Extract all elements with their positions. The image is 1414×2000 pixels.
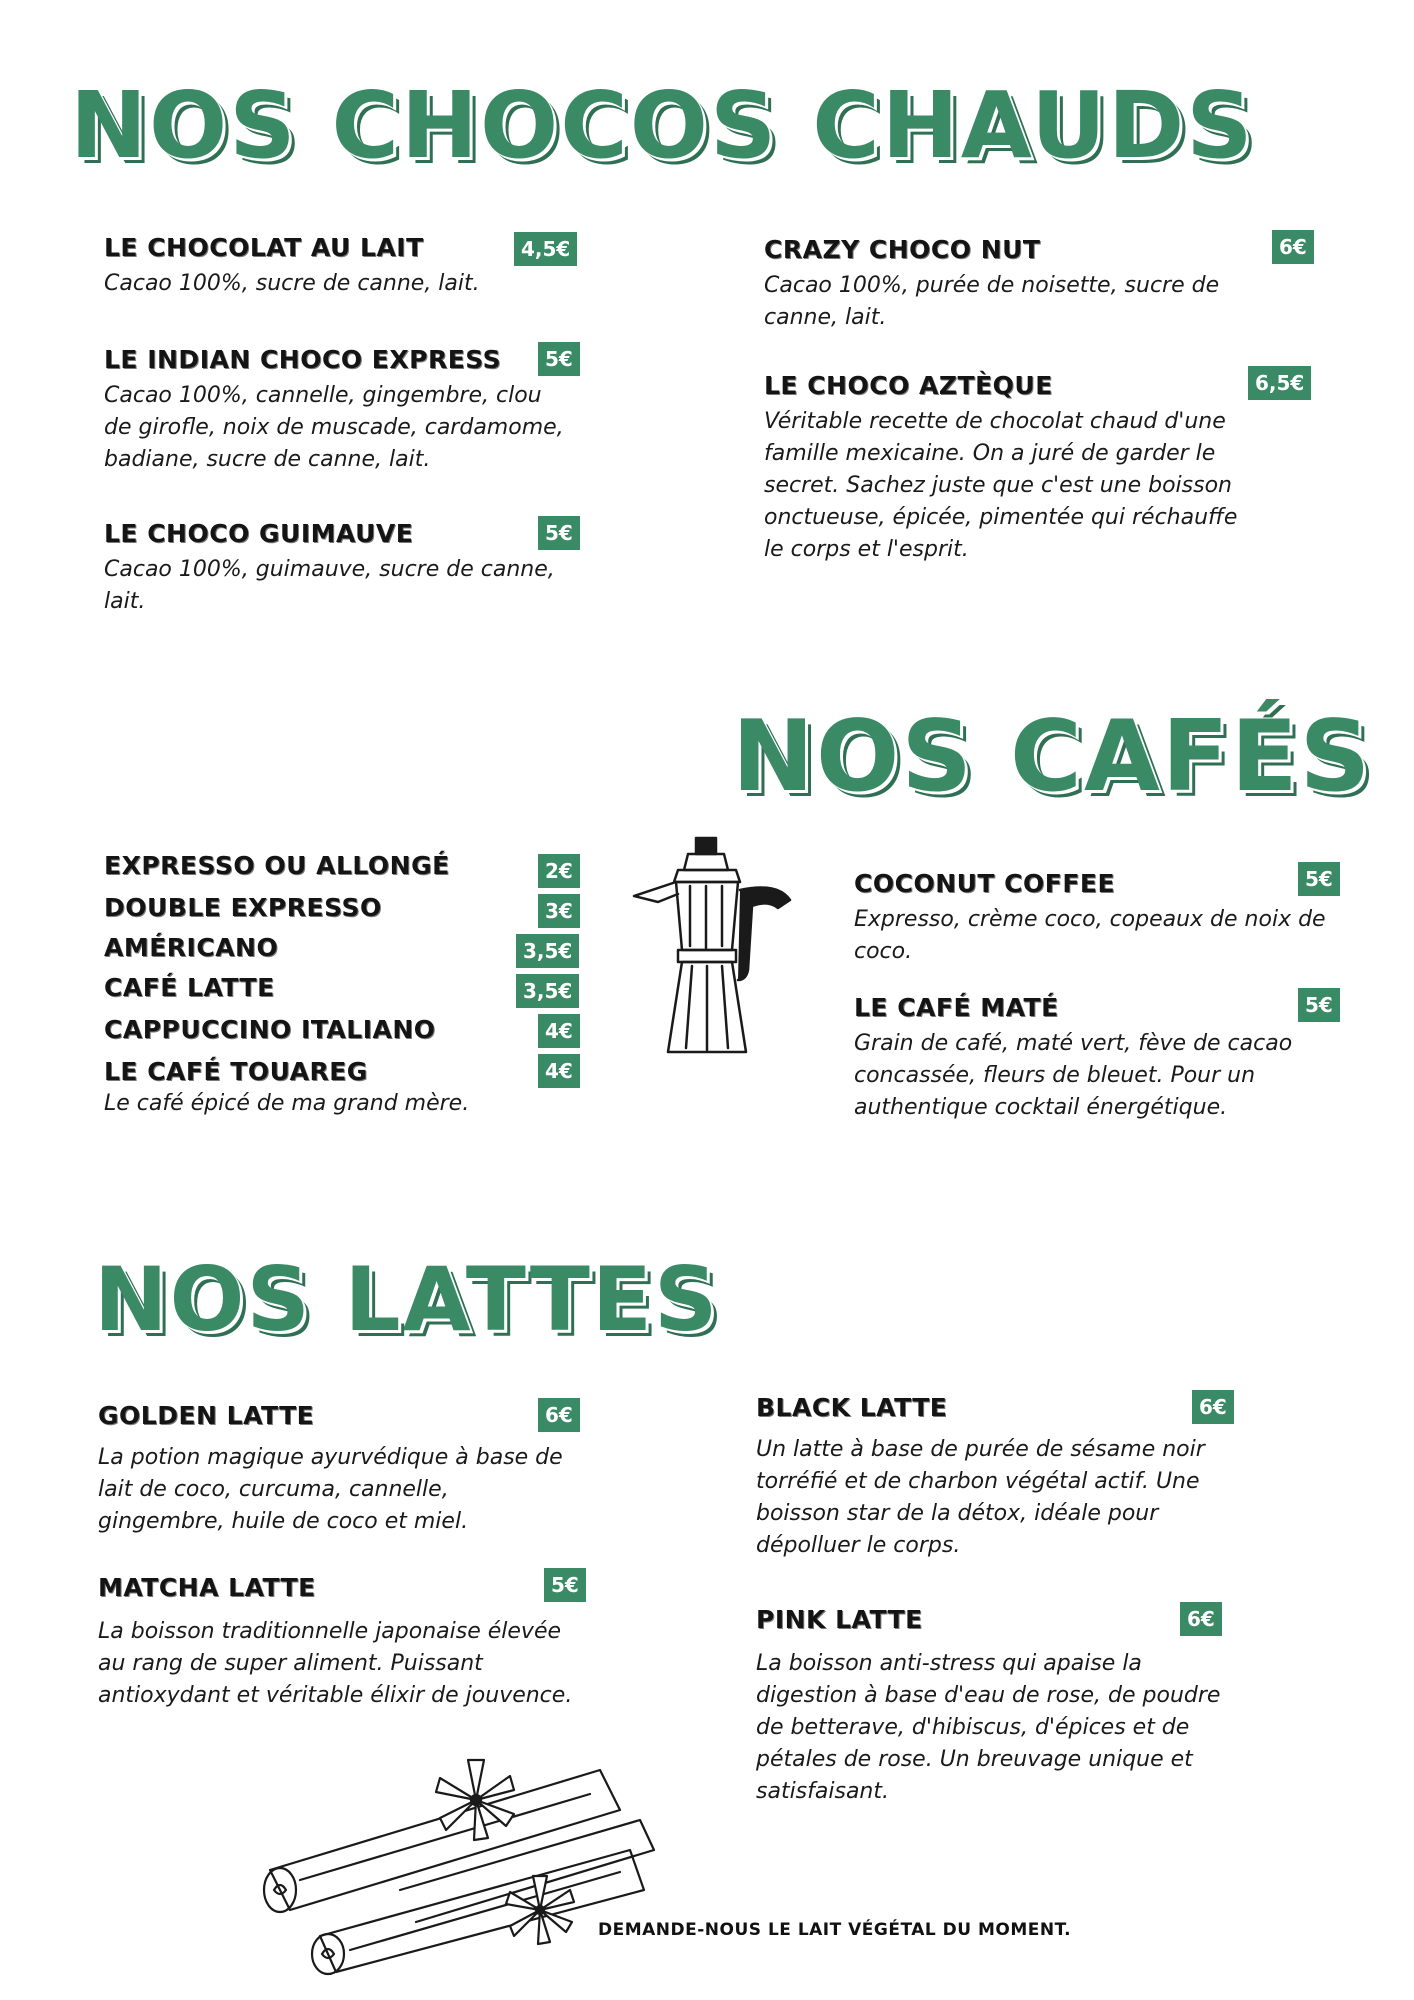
menu-item-expresso [104,850,584,882]
cinnamon-star-anise-icon [240,1740,670,1980]
price-badge: 6€ [1272,230,1314,264]
item-name: LE CHOCOLAT AU LAIT [104,233,424,262]
menu-item-cafe-touareg [104,1056,584,1120]
menu-item-indian-choco [104,344,574,476]
item-name: BLACK LATTE [756,1393,948,1422]
item-description: Expresso, crème coco, copeaux de noix de coco. [854,907,1326,964]
item-name: CAFÉ LATTE [104,973,275,1002]
price-badge: 5€ [538,516,580,550]
price-badge: 3€ [538,894,580,928]
item-description: Cacao 100%, cannelle, gingembre, clou de girofle, noix de muscade, cardamome, badiane, sucre de canne, lait. [104,383,564,472]
item-description: Grain de café, maté vert, fève de cacao concassée, fleurs de bleuet. Pour un authentique cocktail énergétique. [854,1031,1293,1120]
menu-item-matcha-latte [98,1572,588,1712]
menu-item-choco-guimauve [104,518,574,618]
item-name: EXPRESSO OU ALLONGÉ [104,851,450,880]
menu-item-cappuccino [104,1014,584,1046]
item-description: La boisson anti-stress qui apaise la digestion à base d'eau de rose, de poudre de betterave, d'hibiscus, d'épices et de pétales de rose. Un breuvage unique et satisfaisant. [756,1651,1221,1804]
item-name: LE CAFÉ TOUAREG [104,1057,368,1086]
price-badge: 5€ [544,1568,586,1602]
price-badge: 4€ [538,1054,580,1088]
menu-item-chocolat-au-lait [104,232,574,300]
item-description: La boisson traditionnelle japonaise élevée au rang de super aliment. Puissant antioxydant et véritable élixir de jouvence. [98,1619,573,1708]
price-badge: 5€ [1298,862,1340,896]
menu-item-americano [104,932,584,964]
menu-item-golden-latte [98,1400,578,1538]
item-name: GOLDEN LATTE [98,1401,315,1430]
item-description: Véritable recette de chocolat chaud d'une famille mexicaine. On a juré de garder le secret. Sachez juste que c'est une boisson onctueuse, épicée, pimentée qui réchauffe le corps et l'esprit. [764,409,1238,562]
menu-item-choco-azteque [764,370,1305,566]
price-badge: 4,5€ [514,232,577,266]
price-badge: 6€ [538,1398,580,1432]
price-badge: 3,5€ [516,934,579,968]
menu-item-crazy-choco-nut [764,234,1307,334]
footer-note: DEMANDE-NOUS LE LAIT VÉGÉTAL DU MOMENT. [598,1920,1072,1940]
item-name: PINK LATTE [756,1605,923,1634]
item-description: Cacao 100%, sucre de canne, lait. [104,271,480,296]
menu-item-pink-latte [756,1604,1236,1808]
item-description: Le café épicé de ma grand mère. [104,1091,470,1116]
item-name: LE CHOCO GUIMAUVE [104,519,414,548]
menu-item-black-latte [756,1392,1236,1562]
section-title-cafes: NOS CAFÉS [732,700,1373,814]
item-name: DOUBLE EXPRESSO [104,893,382,922]
item-name: AMÉRICANO [104,933,279,962]
price-badge: 5€ [538,342,580,376]
item-name: CRAZY CHOCO NUT [764,235,1041,264]
item-description: La potion magique ayurvédique à base de lait de coco, curcuma, cannelle, gingembre, huile de coco et miel. [98,1445,563,1534]
price-badge: 6€ [1192,1390,1234,1424]
item-name: MATCHA LATTE [98,1573,316,1602]
section-title-chocos: NOS CHOCOS CHAUDS [70,72,1255,179]
price-badge: 6€ [1180,1602,1222,1636]
item-description: Cacao 100%, purée de noisette, sucre de canne, lait. [764,273,1220,330]
price-badge: 6,5€ [1248,366,1311,400]
menu-item-cafe-mate [854,992,1334,1124]
item-name: LE CAFÉ MATÉ [854,993,1059,1022]
price-badge: 5€ [1298,988,1340,1022]
menu-item-double-expresso [104,892,584,924]
item-name: LE CHOCO AZTÈQUE [764,371,1053,400]
menu-item-coconut-coffee [854,868,1334,968]
moka-pot-icon [628,830,798,1070]
item-description: Cacao 100%, guimauve, sucre de canne, lait. [104,557,555,614]
item-name: COCONUT COFFEE [854,869,1116,898]
item-description: Un latte à base de purée de sésame noir torréfié et de charbon végétal actif. Une boisson star de la détox, idéale pour dépolluer le corps. [756,1437,1205,1558]
price-badge: 2€ [538,854,580,888]
price-badge: 4€ [538,1014,580,1048]
item-name: CAPPUCCINO ITALIANO [104,1015,436,1044]
price-badge: 3,5€ [516,974,579,1008]
menu-item-cafe-latte [104,972,584,1004]
item-name: LE INDIAN CHOCO EXPRESS [104,345,502,374]
section-title-lattes: NOS LATTES [94,1248,720,1351]
